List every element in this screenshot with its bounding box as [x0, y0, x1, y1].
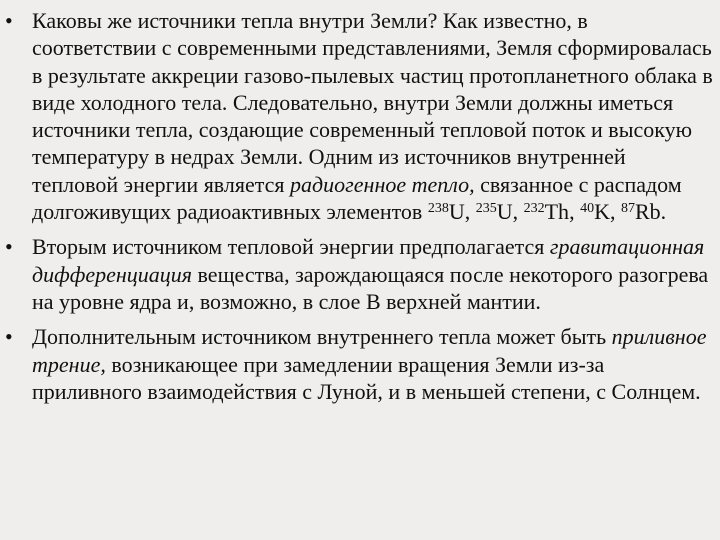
text-segment: Вторым источником тепловой энергии предполагается: [32, 234, 550, 260]
isotope-separator: ,: [569, 199, 581, 225]
isotope-thorium-232: [524, 199, 580, 224]
bullet-icon: •: [5, 8, 13, 33]
isotope-mass-number: 87: [620, 201, 635, 217]
isotope-list: [428, 199, 666, 224]
bullet-item-tidal-friction: [0, 323, 716, 405]
bullet-item-radiogenic-heat: [0, 7, 716, 225]
bullet-list: [0, 7, 716, 413]
isotope-separator: ,: [609, 199, 621, 225]
isotope-rubidium-87: [621, 199, 666, 224]
isotope-symbol: Rb: [634, 199, 661, 225]
isotope-uranium-235: [476, 199, 524, 224]
text-segment: возникающее при замедлении вращения Земли из-за приливного взаимодействия с Луной, и в меньшей степени, с Солнцем.: [32, 351, 701, 404]
text-segment: вещества, зарождающаяся после некоторого разогрева на уровне ядра и, возможно, в слое В верхней мантии.: [32, 261, 709, 314]
isotope-symbol: U: [448, 199, 465, 225]
bullet-icon: •: [5, 234, 13, 260]
isotope-symbol: Th: [544, 199, 570, 225]
text-segment: связанное с распадом долгоживущих радиоактивных элементов: [32, 171, 682, 225]
isotope-mass-number: 238: [427, 201, 449, 217]
isotope-separator: ,: [512, 199, 524, 225]
isotope-separator: ,: [464, 199, 476, 225]
bullet-item-gravitational-differentiation: [0, 233, 716, 315]
bullet-text: [32, 7, 716, 225]
isotope-symbol: U: [496, 199, 513, 225]
text-segment: Каковы же источники тепла внутри Земли? Как известно, в соответствии с современными представлениями, Земля сформировалась в результате аккреции газово-пылевых частиц протопланетного облака в виде холодного тела. Следовательно, внутри Земли должны иметься источники тепла, создающие современный тепловой поток и высокую температуру в недрах Земли. Одним из источников внутренней тепловой энергии является: [32, 8, 713, 197]
bullet-text: [32, 233, 716, 315]
isotope-potassium-40: [580, 199, 621, 224]
isotope-uranium-238: [428, 199, 476, 224]
isotope-mass-number: 232: [523, 201, 545, 217]
bullet-icon: •: [5, 324, 13, 350]
isotope-separator: .: [660, 199, 667, 225]
text-segment: Дополнительным источником внутреннего тепла может быть: [32, 324, 612, 350]
emphasized-term: приливное трение,: [32, 324, 707, 377]
isotope-mass-number: 235: [475, 201, 497, 217]
isotope-mass-number: 40: [580, 201, 595, 217]
isotope-symbol: K: [594, 199, 610, 225]
emphasized-term: радиогенное тепло,: [290, 171, 475, 197]
emphasized-term: гравитационная дифференциация: [32, 234, 705, 287]
bullet-text: [32, 323, 716, 405]
